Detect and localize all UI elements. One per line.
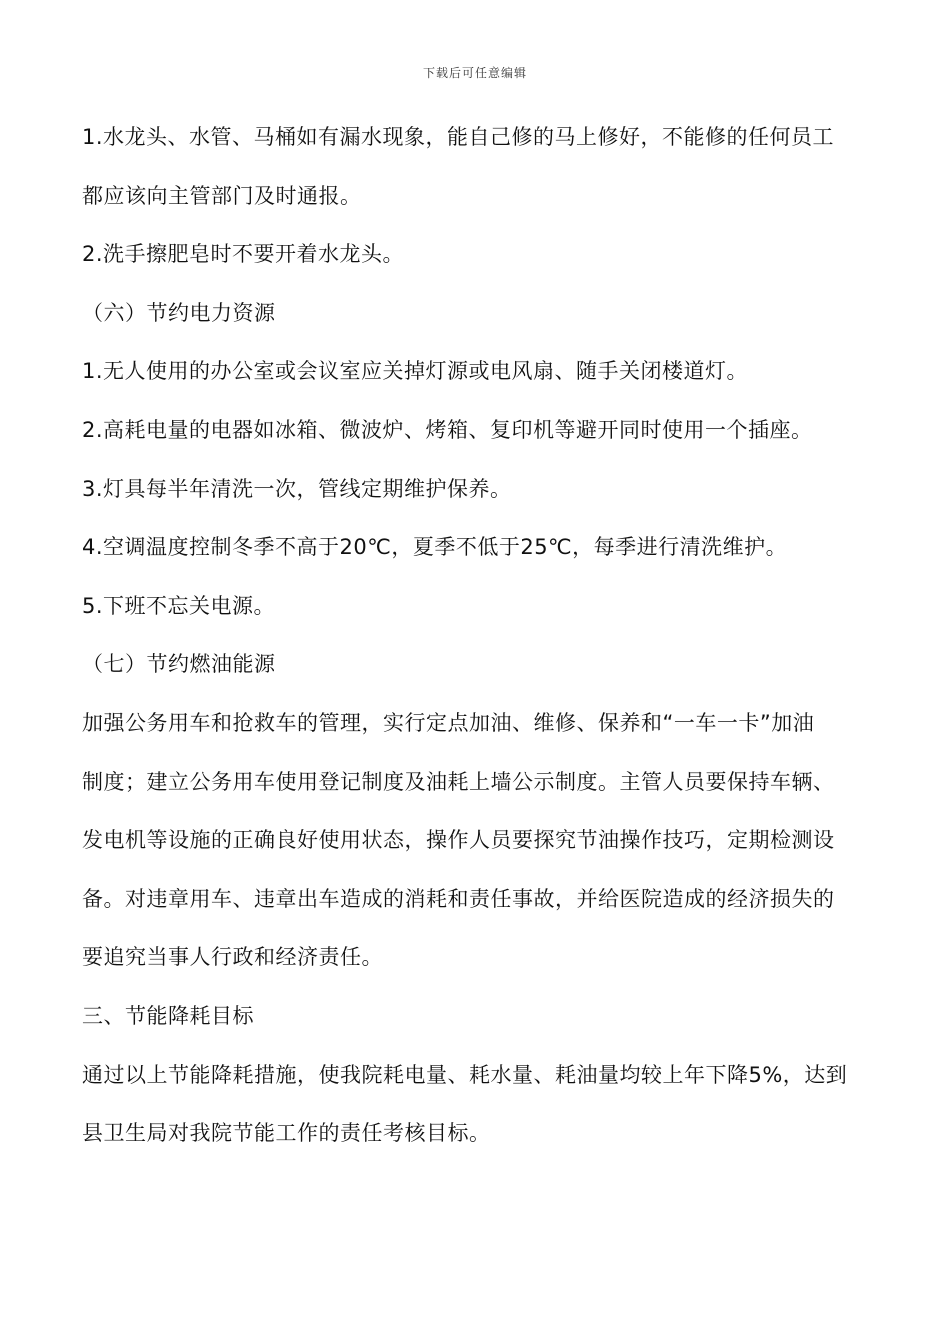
page-header-note: 下载后可任意编辑	[422, 66, 527, 80]
paragraph-line: 制度；建立公务用车使用登记制度及油耗上墙公示制度。主管人员要保持车辆、	[82, 769, 835, 794]
document-body	[82, 112, 872, 1167]
paragraph-line: 通过以上节能降耗措施，使我院耗电量、耗水量、耗油量均较上年下降5%，达到	[82, 1062, 848, 1087]
paragraph-line: 加强公务用车和抢救车的管理，实行定点加油、维修、保养和“一车一卡”加油	[82, 710, 815, 735]
paragraph-line: 要追究当事人行政和经济责任。	[82, 945, 383, 970]
section-heading: （六）节约电力资源	[82, 300, 276, 325]
section-heading: 三、节能降耗目标	[82, 1003, 254, 1028]
paragraph-line: 4.空调温度控制冬季不高于20℃，夏季不低于25℃，每季进行清洗维护。	[82, 535, 788, 560]
paragraph-line: 5.下班不忘关电源。	[82, 593, 276, 618]
paragraph-line: 3.灯具每半年清洗一次，管线定期维护保养。	[82, 476, 512, 501]
paragraph-line: 县卫生局对我院节能工作的责任考核目标。	[82, 1121, 491, 1146]
paragraph-line: 2.高耗电量的电器如冰箱、微波炉、烤箱、复印机等避开同时使用一个插座。	[82, 417, 813, 442]
paragraph-line: 2.洗手擦肥皂时不要开着水龙头。	[82, 242, 405, 267]
paragraph-line: 1.水龙头、水管、马桶如有漏水现象，能自己修的马上修好，不能修的任何员工	[82, 125, 835, 149]
paragraph-line: 备。对违章用车、违章出车造成的消耗和责任事故，并给医院造成的经济损失的	[82, 886, 835, 911]
paragraph-line: 都应该向主管部门及时通报。	[82, 183, 362, 208]
paragraph-line: 1.无人使用的办公室或会议室应关掉灯源或电风扇、随手关闭楼道灯。	[82, 359, 749, 384]
paragraph-line: 发电机等设施的正确良好使用状态，操作人员要探究节油操作技巧，定期检测设	[82, 828, 835, 853]
section-heading: （七）节约燃油能源	[82, 652, 276, 677]
